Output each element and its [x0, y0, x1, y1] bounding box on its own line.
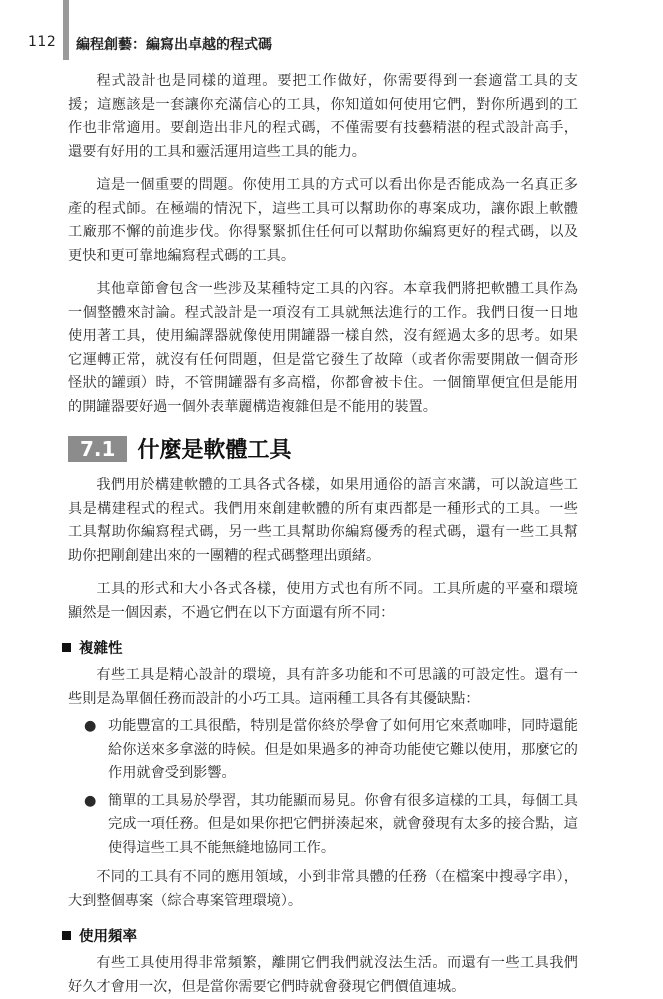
list-item — [84, 715, 578, 786]
section-number: 7.1 — [68, 436, 127, 462]
header-bar — [63, 0, 69, 60]
page-content — [68, 70, 578, 999]
intro-paragraph-1: 程式設計也是同樣的道理。要把工作做好，你需要得到一套適當工具的支援；這應該是一套讓你充滿信心的工具，你知道如何使用它們，對你所遇到的工作也非常適用。要創造出非凡的程式碼，不僅需要有技藝精湛的程式設計高手，還要有好用的工具和靈活運用這些工具的能力。 — [68, 73, 578, 160]
square-bullet-icon — [62, 931, 71, 940]
subheading-complexity — [62, 637, 578, 658]
complexity-bullet-list — [68, 715, 578, 860]
section-paragraph-2: 工具的形式和大小各式各樣，使用方式也有所不同。工具所處的平臺和環境顯然是一個因素，不過它們在以下方面還有所不同： — [68, 581, 578, 621]
subheading-frequency — [62, 925, 578, 946]
bullet-dot-icon: ● — [84, 718, 97, 734]
subheading-label: 使用頻率 — [79, 929, 137, 945]
page-number: 112 — [28, 34, 57, 50]
intro-paragraph-2: 這是一個重要的問題。你使用工具的方式可以看出你是否能成為一名真正多產的程式師。在極端的情況下，這些工具可以幫助你的專案成功，讓你跟上軟體工廠那不懈的前進步伐。你得緊緊抓住任何可以幫助你編寫更好的程式碼，以及更快和更可靠地編寫程式碼的工具。 — [68, 177, 578, 264]
complexity-paragraph: 有些工具是精心設計的環境，具有許多功能和不可思議的可設定性。還有一些則是為單個任務而設計的小巧工具。這兩種工具各有其優缺點： — [68, 667, 578, 707]
section-title: 什麼是軟體工具 — [137, 438, 292, 463]
square-bullet-icon — [62, 643, 71, 652]
subheading-label: 複雜性 — [79, 641, 123, 657]
list-item-text: 功能豐富的工具很酷，特別是當你終於學會了如何用它來煮咖啡，同時還能給你送來多拿滋的時候。但是如果過多的神奇功能使它難以使用，那麼它的作用就會受到影響。 — [108, 718, 578, 781]
section-heading — [68, 433, 578, 464]
list-item-text: 簡單的工具易於學習，其功能顯而易見。你會有很多這樣的工具，每個工具完成一項任務。但是如果你把它們拼湊起來，就會發現有太多的接合點，這使得這些工具不能無縫地協同工作。 — [108, 792, 578, 856]
section-paragraph-1: 我們用於構建軟體的工具各式各樣，如果用通俗的語言來講，可以說這些工具是構建程式的程式。我們用來創建軟體的所有東西都是一種形式的工具。一些工具幫助你編寫程式碼，另一些工具幫助你編寫優秀的程式碼，還有一些工具幫助你把剛創建出來的一團糟的程式碼整理出頭緒。 — [68, 477, 578, 564]
intro-paragraph-3: 其他章節會包含一些涉及某種特定工具的內容。本章我們將把軟體工具作為一個整體來討論。程式設計是一項沒有工具就無法進行的工作。我們日復一日地使用著工具，使用編譯器就像使用開罐器一樣自然，沒有經過太多的思考。如果它運轉正常，就沒有任何問題，但是當它發生了故障（或者你需要開啟一個奇形怪狀的罐頭）時，不管開罐器有多高檔，你都會被卡住。一個簡單便宜但是能用的開罐器要好過一個外表華麗構造複雜但是不能用的裝置。 — [68, 281, 578, 415]
frequency-paragraph: 有些工具使用得非常頻繁，離開它們我們就沒法生活。而還有一些工具我們好久才會用一次，但是當你需要它們時就會發現它們價值連城。 — [68, 955, 578, 995]
complexity-closing-paragraph: 不同的工具有不同的應用領域，小到非常具體的任務（在檔案中搜尋字串），大到整個專案（綜合專案管理環境）。 — [68, 869, 578, 909]
bullet-dot-icon: ● — [84, 792, 97, 809]
running-header-title: 編程創藝：編寫出卓越的程式碼 — [76, 37, 272, 53]
list-item — [84, 790, 578, 861]
